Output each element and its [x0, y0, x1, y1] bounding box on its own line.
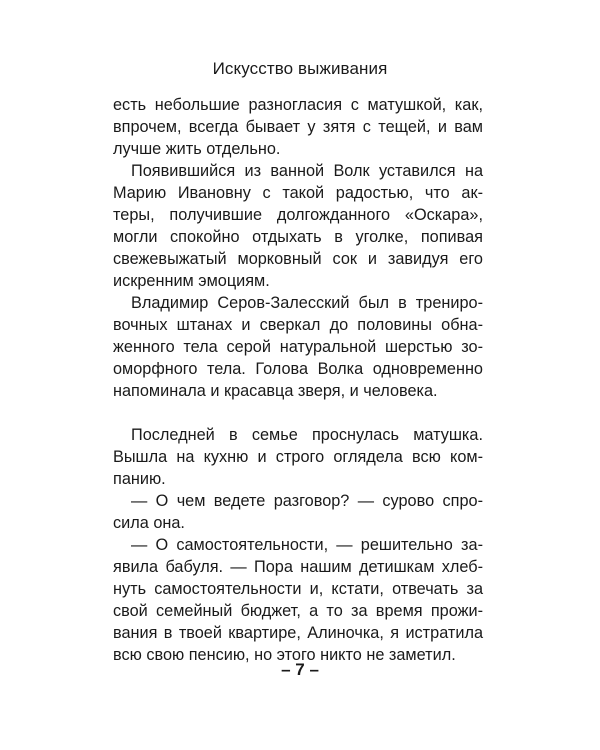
- text-line: панию.: [113, 470, 166, 488]
- text-line: могли спокойно отдыхать в уголке, попивая: [113, 228, 483, 246]
- text-line: Марию Ивановну с такой радостью, что ак-: [113, 184, 483, 202]
- text-line: сила она.: [113, 514, 185, 532]
- text-line: лучше жить отдельно.: [113, 140, 281, 158]
- text-line: всю свою пенсию, но этого никто не заметил.: [113, 646, 456, 664]
- text-line: искренним эмоциям.: [113, 272, 270, 290]
- text-line: вания в твоей квартире, Алиночка, я истратила: [113, 624, 483, 642]
- text-line: свой семейный бюджет, а то за время прожи-: [113, 602, 483, 620]
- text-line: Последней в семье проснулась матушка.: [131, 426, 483, 444]
- text-line: явила бабуля. — Пора нашим детишкам хлеб-: [113, 558, 483, 576]
- page-number: – 7 –: [281, 660, 319, 679]
- text-line: Появившийся из ванной Волк уставился на: [131, 162, 483, 180]
- text-line: впрочем, всегда бывает у зятя с тещей, и вам: [113, 118, 483, 136]
- text-line: оморфного тела. Голова Волка одновременно: [113, 360, 483, 378]
- text-line: свежевыжатый морковный сок и завидуя его: [113, 250, 483, 268]
- text-line: Владимир Серов-Залесский был в трениро-: [131, 294, 483, 312]
- body-text: [113, 94, 483, 666]
- running-title: Искусство выживания: [212, 59, 388, 78]
- section-break: [113, 402, 483, 424]
- text-line: теры, получившие долгожданного «Оскара»,: [113, 206, 483, 224]
- text-line: — О самостоятельности, — решительно за-: [131, 536, 483, 554]
- text-line: — О чем ведете разговор? — сурово спро-: [131, 492, 483, 510]
- text-line: вочных штанах и сверкал до половины обна-: [113, 316, 483, 334]
- text-line: женного тела серой натуральной шерстью зо-: [113, 338, 483, 356]
- text-line: Вышла на кухню и строго оглядела всю ком-: [113, 448, 483, 466]
- text-line: нуть самостоятельности и, кстати, отвечать за: [113, 580, 483, 598]
- text-line: напоминала и красавца зверя, и человека.: [113, 382, 438, 400]
- text-line: есть небольшие разногласия с матушкой, как,: [113, 96, 483, 114]
